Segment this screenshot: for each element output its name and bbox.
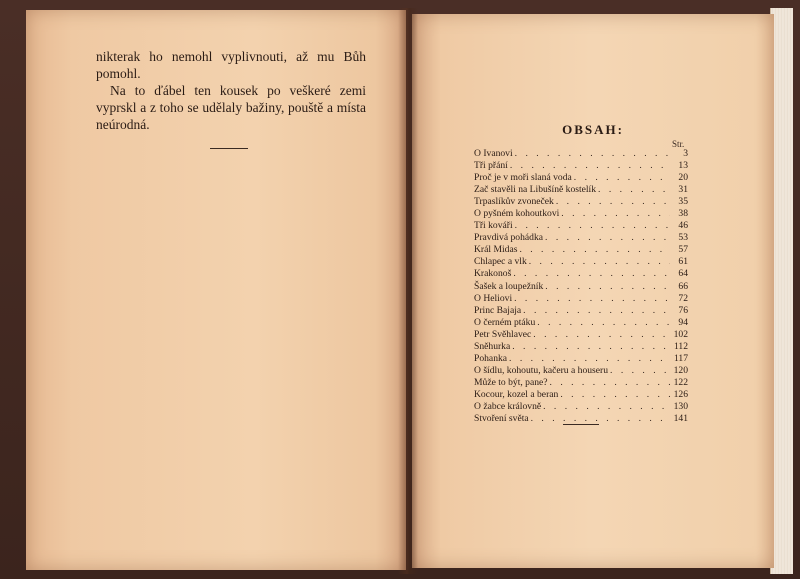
toc-entry-title: Petr Svěhlavec: [474, 328, 532, 340]
toc-entry-page: 57: [678, 244, 688, 256]
toc-entry-title: Princ Bajaja: [474, 304, 522, 316]
toc-entry-page: 20: [678, 172, 688, 184]
toc-entry: [474, 377, 688, 389]
left-page-paragraph-2: Na to ďábel ten kousek po veškeré zemi vyprskl a z toho se udělaly bažiny, pouště a místa neúrodná.: [96, 83, 366, 132]
toc-leader-dots: [545, 281, 670, 293]
toc-entry: [474, 365, 688, 377]
toc-entry-page: 94: [678, 316, 688, 328]
toc-entry-title: Pravdivá pohádka: [474, 232, 544, 244]
toc-leader-dots: [510, 160, 670, 172]
toc-entry: [474, 389, 688, 401]
toc-entry-title: O žabce královně: [474, 400, 542, 412]
toc-leader-dots: [512, 341, 670, 353]
toc-entry: [474, 148, 688, 160]
toc-entry: [474, 341, 688, 353]
toc-entry-title: Proč je v moři slaná voda: [474, 172, 572, 184]
toc-leader-dots: [531, 413, 670, 425]
toc-entry-title: Chlapec a vlk: [474, 256, 527, 268]
toc-entry-page: 117: [673, 352, 688, 364]
toc-entry-title: Krakonoš: [474, 268, 512, 280]
toc-entry: [474, 184, 688, 196]
toc-entry-page: 13: [678, 160, 688, 172]
toc-leader-dots: [519, 244, 670, 256]
toc-leader-dots: [537, 317, 670, 329]
toc-entry-page: 53: [678, 232, 688, 244]
toc-entry-page: 46: [678, 220, 688, 232]
toc-entry: [474, 281, 688, 293]
toc-entry-title: O Ivanovi: [474, 148, 513, 159]
toc-entry-page: 31: [678, 184, 688, 196]
toc-entry: [474, 317, 688, 329]
toc-entry: [474, 401, 688, 413]
toc-leader-dots: [598, 184, 670, 196]
toc-entry-page: 141: [673, 413, 688, 425]
table-of-contents: [474, 148, 688, 425]
toc-page-column-label: Str.: [672, 139, 685, 149]
section-divider-right: [563, 424, 599, 425]
toc-entry-page: 102: [673, 328, 688, 340]
toc-entry-page: 76: [678, 304, 688, 316]
toc-entry-page: 35: [678, 196, 688, 208]
toc-entry: [474, 293, 688, 305]
toc-entry: [474, 232, 688, 244]
toc-entry-title: Zač stavěli na Libušíně kostelík: [474, 184, 597, 196]
toc-entry-title: Šašek a loupežník: [474, 280, 544, 292]
toc-entry: [474, 256, 688, 268]
toc-leader-dots: [556, 196, 670, 208]
toc-leader-dots: [514, 293, 670, 305]
toc-leader-dots: [523, 305, 670, 317]
toc-leader-dots: [515, 220, 670, 232]
toc-leader-dots: [561, 208, 670, 220]
toc-entry-title: Kocour, kozel a beran: [474, 388, 559, 400]
toc-entry-page: 126: [673, 388, 688, 400]
toc-entry-title: Sněhurka: [474, 340, 511, 352]
toc-leader-dots: [529, 256, 670, 268]
toc-entry: [474, 244, 688, 256]
toc-entry-page: 64: [678, 268, 688, 280]
toc-leader-dots: [533, 329, 670, 341]
toc-entry-title: Stvoření světa: [474, 413, 529, 425]
toc-entry-title: Může to být, pane?: [474, 376, 548, 388]
left-page-text: [96, 48, 366, 133]
toc-entry-title: Trpaslíkův zvoneček: [474, 196, 554, 208]
toc-leader-dots: [610, 365, 670, 377]
toc-leader-dots: [509, 353, 670, 365]
toc-entry-page: 112: [673, 340, 688, 352]
toc-entry-title: Král Midas: [474, 244, 518, 256]
toc-entry-title: Tři kováři: [474, 220, 513, 232]
toc-leader-dots: [543, 401, 670, 413]
toc-entry: [474, 196, 688, 208]
toc-leader-dots: [560, 389, 670, 401]
toc-entry-page: 122: [673, 376, 688, 388]
toc-entry: [474, 208, 688, 220]
toc-entry-page: 3: [683, 148, 688, 159]
toc-leader-dots: [515, 148, 670, 160]
toc-entry-title: Pohanka: [474, 352, 508, 364]
section-divider-left: [210, 148, 248, 149]
toc-entry: [474, 160, 688, 172]
toc-entry-title: O Heliovi: [474, 292, 513, 304]
toc-entry-title: O černém ptáku: [474, 316, 536, 328]
toc-entry-title: O pyšném kohoutkovi: [474, 208, 560, 220]
toc-entry: [474, 172, 688, 184]
toc-entry-page: 66: [678, 280, 688, 292]
toc-entry-page: 72: [678, 292, 688, 304]
left-page-paragraph-1: nikterak ho nemohl vyplivnouti, až mu Bůh pomohl.: [96, 49, 366, 81]
toc-entry: [474, 220, 688, 232]
toc-leader-dots: [550, 377, 670, 389]
toc-entry-title: Tři přání: [474, 160, 508, 172]
book-spine: [398, 8, 418, 574]
toc-entry-page: 130: [673, 400, 688, 412]
toc-entry: [474, 353, 688, 365]
toc-entry: [474, 268, 688, 280]
toc-entry-page: 120: [673, 364, 688, 376]
toc-entry-title: O šídlu, kohoutu, kačeru a houseru: [474, 364, 609, 376]
toc-leader-dots: [545, 232, 670, 244]
toc-entry-page: 38: [678, 208, 688, 220]
toc-heading: OBSAH:: [562, 122, 624, 137]
toc-leader-dots: [574, 172, 670, 184]
toc-entry: [474, 305, 688, 317]
toc-leader-dots: [513, 268, 670, 280]
toc-entry: [474, 329, 688, 341]
toc-entry-page: 61: [678, 256, 688, 268]
